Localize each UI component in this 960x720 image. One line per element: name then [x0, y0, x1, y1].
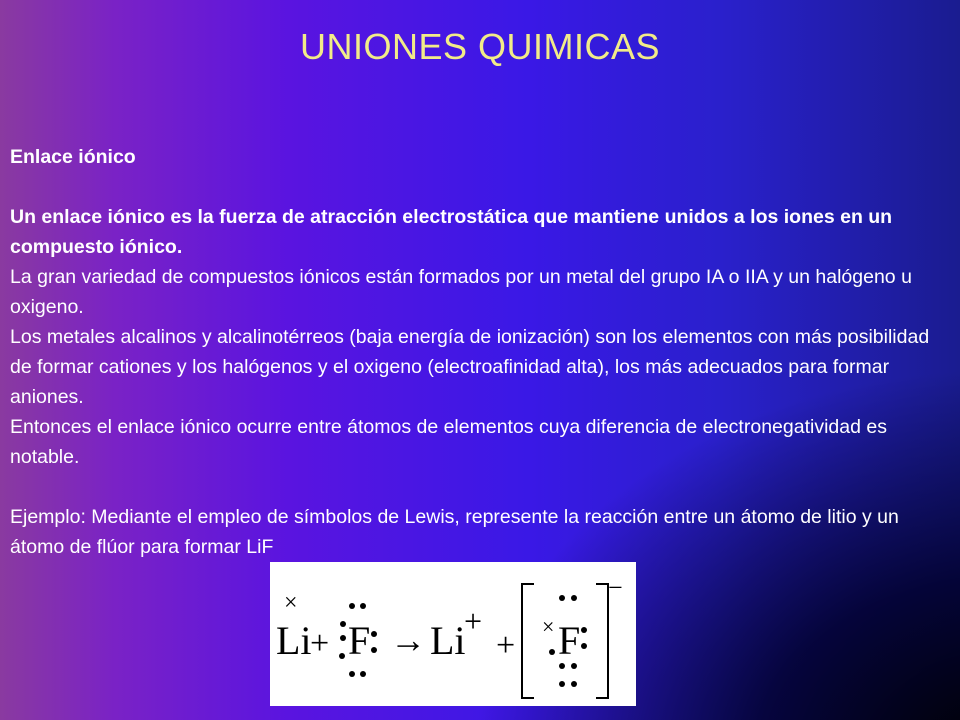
- paragraph-3: Entonces el enlace iónico ocurre entre átomos de elementos cuya diferencia de electronegatividad es notable.: [10, 416, 887, 468]
- plus-sign-1: +: [310, 625, 330, 662]
- fluorine-symbol-right: F: [558, 618, 581, 663]
- reaction-arrow: →: [390, 620, 426, 660]
- fluorine-electron-cross: ×: [542, 614, 555, 639]
- left-bracket: [522, 584, 534, 698]
- right-bracket: [596, 584, 608, 698]
- spacer: [10, 472, 946, 502]
- slide-title: UNIONES QUIMICAS: [299, 26, 661, 67]
- paragraph-1: La gran variedad de compuestos iónicos están formados por un metal del grupo IA o IIA y un halógeno u oxigeno.: [10, 266, 912, 318]
- lithium-symbol-right: Li: [430, 618, 466, 663]
- lithium-charge: +: [464, 603, 483, 639]
- lithium-electron-cross: ×: [284, 590, 298, 616]
- paragraph-2: Los metales alcalinos y alcalinotérreos (baja energía de ionización) son los elementos con más posibilidad de formar cationes y los halógenos y el oxigeno (electroafinidad alta), los más adecuados para formar aniones.: [10, 326, 930, 408]
- definition-text: Un enlace iónico es la fuerza de atracción electrostática que mantiene unidos a los iones en un compuesto iónico.: [10, 206, 893, 258]
- lewis-equation-svg: [270, 562, 636, 706]
- section-heading: Enlace iónico: [10, 146, 136, 168]
- lithium-symbol-left: Li: [276, 618, 312, 663]
- example-text: Ejemplo: Mediante el empleo de símbolos de Lewis, represente la reacción entre un átomo de litio y un átomo de flúor para formar LiF: [10, 506, 899, 558]
- spacer: [10, 172, 946, 202]
- fluorine-charge: −: [608, 573, 623, 602]
- lewis-diagram: [270, 562, 636, 706]
- fluorine-symbol-left: F: [348, 618, 371, 663]
- plus-sign-2: +: [496, 627, 516, 664]
- slide-body: [10, 142, 946, 562]
